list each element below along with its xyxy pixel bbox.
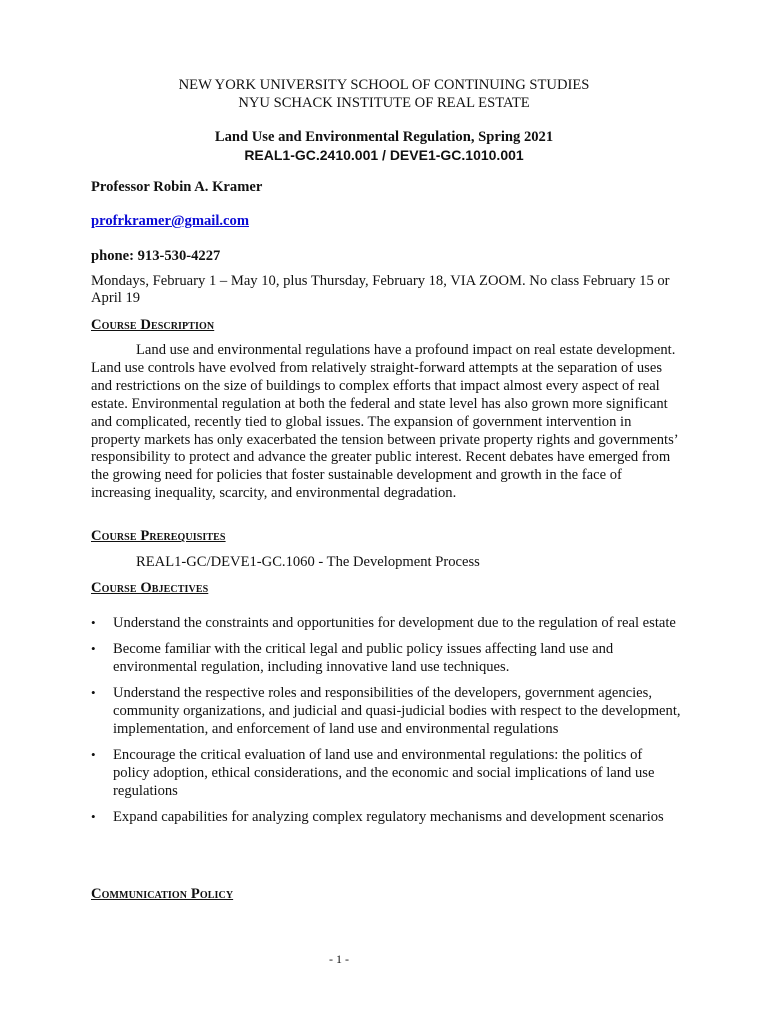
objectives-list	[91, 614, 681, 834]
course-description-body: Land use and environmental regulations have a profound impact on real estate development. Land use controls have evolved from relatively straight-forward attempts at the separation of uses and restrictions on the size of buildings to complex efforts that impact almost every aspect of real estate. Environmental regulation at both the federal and state level has also grown more significant and complicated, recently tied to global issues. The expansion of government intervention in property markets has only exacerbated the tension between private property rights and governments’ responsibility to protect and advance the greater public interest. Recent debates have emerged from the growing need for policies that foster sustainable development and growth in the face of increasing inequality, scarcity, and environmental degradation.	[91, 342, 678, 502]
list-item	[91, 614, 681, 632]
course-title-block	[0, 128, 768, 164]
document-header	[0, 76, 768, 164]
institute-name: NYU SCHACK INSTITUTE OF REAL ESTATE	[238, 95, 530, 111]
course-codes: REAL1-GC.2410.001 / DEVE1-GC.1010.001	[244, 147, 524, 163]
section-heading-objectives: Course Objectives	[91, 580, 209, 596]
list-item	[91, 808, 681, 826]
bullet-icon: •	[91, 809, 96, 824]
list-item	[91, 684, 681, 738]
list-item	[91, 746, 681, 800]
section-heading-prerequisites: Course Prerequisites	[91, 528, 226, 544]
professor-email-link[interactable]: profrkramer@gmail.com	[91, 213, 249, 229]
objective-text: Encourage the critical evaluation of land use and environmental regulations: the politics of policy adoption, ethical considerations, and the economic and social implications of land use regulations	[113, 747, 655, 799]
page-number: - 1 -	[329, 952, 349, 966]
bullet-icon: •	[91, 685, 96, 700]
objective-text: Expand capabilities for analyzing complex regulatory mechanisms and development scenarios	[113, 809, 664, 825]
course-title: Land Use and Environmental Regulation, Spring 2021	[214, 129, 554, 145]
course-description-text	[91, 342, 681, 503]
objective-text: Become familiar with the critical legal and public policy issues affecting land use and environmental regulation, including innovative land use techniques.	[113, 641, 614, 675]
bullet-icon: •	[91, 615, 96, 630]
list-item	[91, 640, 681, 676]
section-heading-communication: Communication Policy	[91, 886, 234, 902]
bullet-icon: •	[91, 641, 96, 656]
objective-text: Understand the respective roles and responsibilities of the developers, government agencies, community organizations, and judicial and quasi-judicial bodies with respect to the development, implementation, and enforcement of land use and environmental regulations	[113, 685, 681, 737]
school-name: NEW YORK UNIVERSITY SCHOOL OF CONTINUING STUDIES	[178, 77, 590, 93]
objective-text: Understand the constraints and opportunities for development due to the regulation of real estate	[113, 615, 676, 631]
professor-phone: phone: 913-530-4227	[91, 248, 221, 264]
course-prerequisites-text: REAL1-GC/DEVE1-GC.1060 - The Development Process	[136, 554, 480, 570]
bullet-icon: •	[91, 747, 96, 762]
section-heading-description: Course Description	[91, 317, 215, 333]
professor-name: Professor Robin A. Kramer	[91, 179, 263, 195]
class-schedule: Mondays, February 1 – May 10, plus Thursday, February 18, VIA ZOOM. No class February 15 or April 19	[91, 273, 670, 306]
